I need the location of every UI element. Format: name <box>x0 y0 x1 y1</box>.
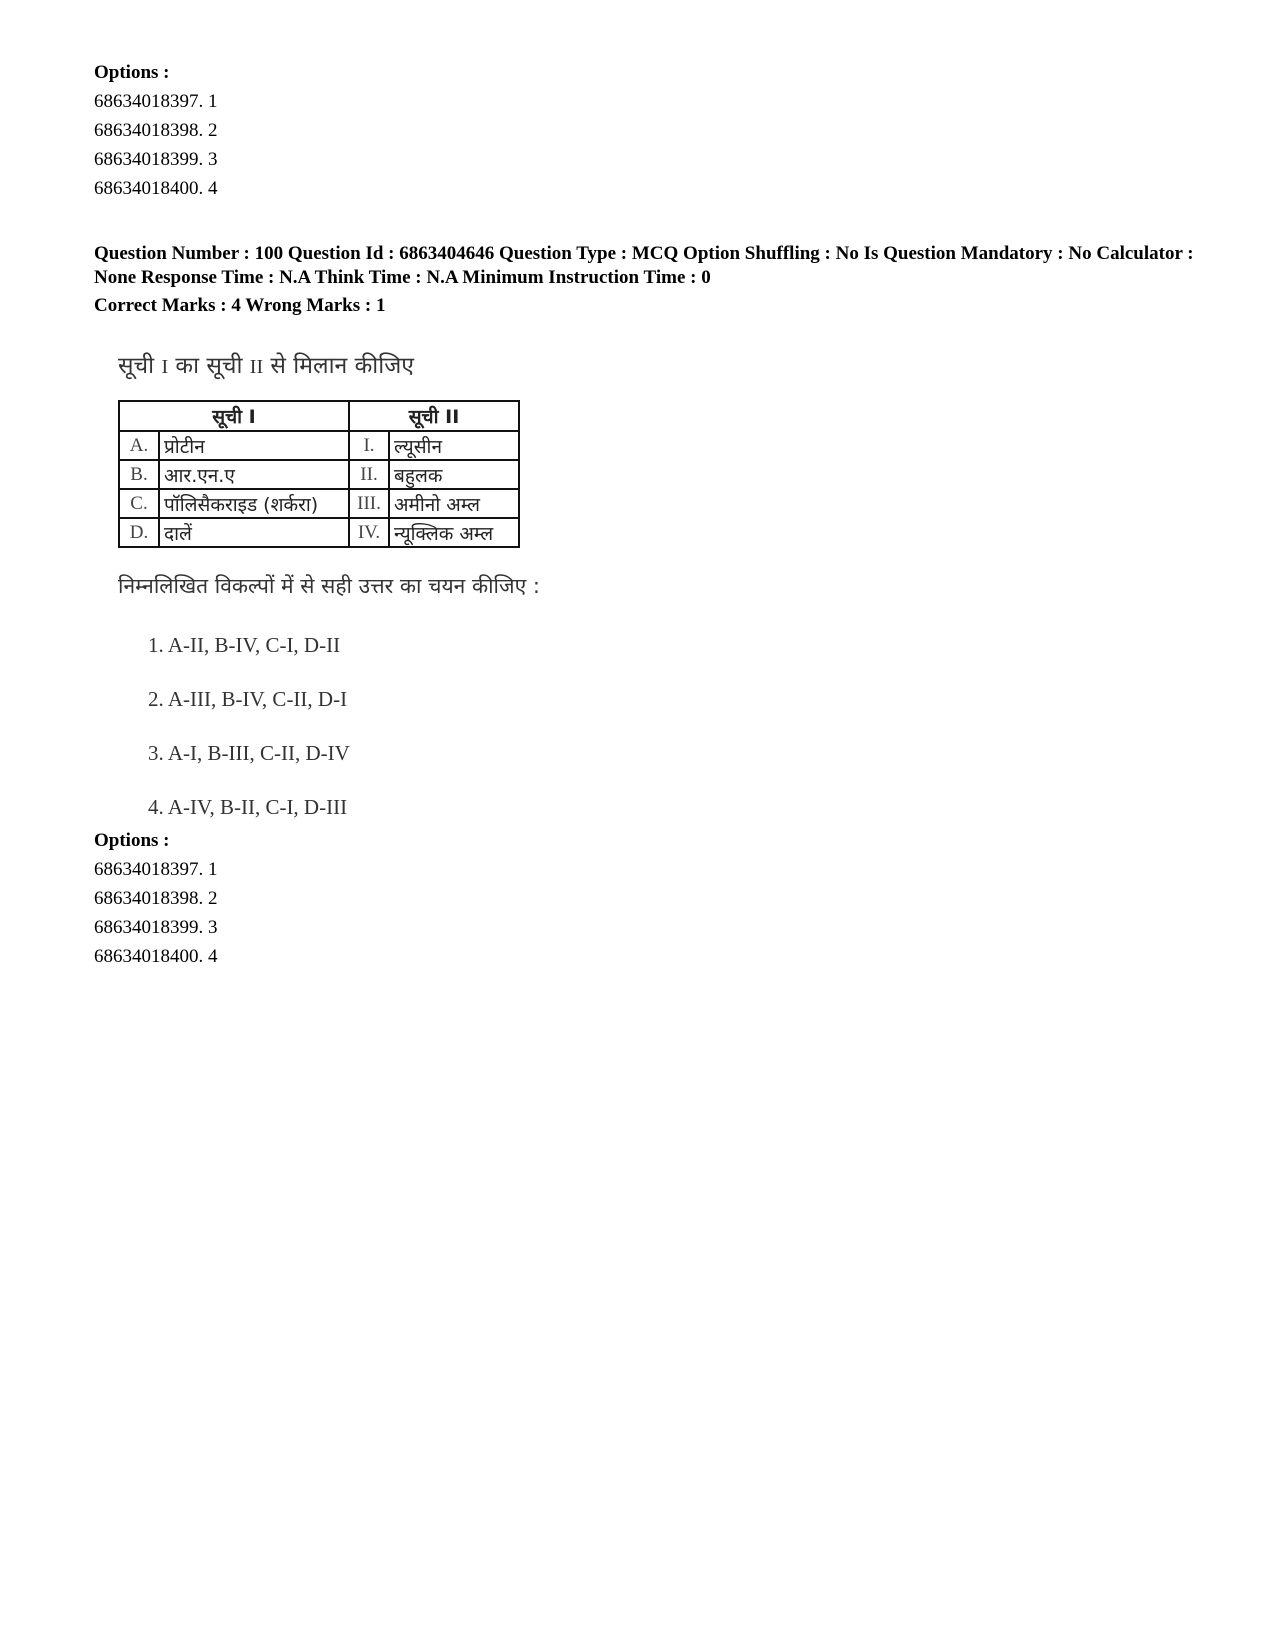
row-label: III. <box>349 489 389 518</box>
row-label: I. <box>349 431 389 460</box>
question-instruction: निम्नलिखित विकल्पों में से सही उत्तर का चयन कीजिए : <box>118 574 540 598</box>
question-marks: Correct Marks : 4 Wrong Marks : 1 <box>94 295 386 316</box>
question-title <box>118 348 540 380</box>
table-header-row <box>119 401 519 431</box>
row-label: C. <box>119 489 159 518</box>
list-1-header: सूची I <box>119 401 349 431</box>
list-2-item: बहुलक <box>389 460 519 489</box>
choice-item: 3. A-I, B-III, C-II, D-IV <box>148 741 350 765</box>
option-line: 68634018400. 4 <box>94 946 218 967</box>
table-row <box>119 518 519 547</box>
row-label: B. <box>119 460 159 489</box>
title-roman: II <box>249 356 264 378</box>
options-title: Options : <box>94 830 170 851</box>
list-1-item: प्रोटीन <box>159 431 349 460</box>
list-2-item: न्यूक्लिक अम्ल <box>389 518 519 547</box>
row-label: II. <box>349 460 389 489</box>
top-options <box>94 58 218 203</box>
question-meta: Question Number : 100 Question Id : 6863404646 Question Type : MCQ Option Shuffling : No Is Question Mandatory : No Calculator : None Response Time : N.A Think Time : N.A Minimum Instruction Time : 0 <box>94 243 1194 288</box>
option-line: 68634018397. 1 <box>94 91 218 112</box>
title-roman: I <box>161 356 169 378</box>
list-1-item: पॉलिसैकराइड (शर्करा) <box>159 489 349 518</box>
table-row <box>119 431 519 460</box>
list-1-item: आर.एन.ए <box>159 460 349 489</box>
option-line: 68634018400. 4 <box>94 178 218 199</box>
row-label: IV. <box>349 518 389 547</box>
table-row <box>119 460 519 489</box>
row-label: A. <box>119 431 159 460</box>
list-2-item: ल्यूसीन <box>389 431 519 460</box>
list-2-item: अमीनो अम्ल <box>389 489 519 518</box>
list-2-header: सूची II <box>349 401 519 431</box>
bottom-options <box>94 826 218 971</box>
option-line: 68634018397. 1 <box>94 859 218 880</box>
choice-item: 1. A-II, B-IV, C-I, D-II <box>148 633 341 657</box>
choice-item: 4. A-IV, B-II, C-I, D-III <box>148 795 348 819</box>
answer-choices <box>148 618 540 834</box>
title-text: से मिलान कीजिए <box>270 353 414 379</box>
title-text: सूची <box>118 353 155 379</box>
table-row <box>119 489 519 518</box>
match-table <box>118 400 520 548</box>
title-text: का सूची <box>175 353 243 379</box>
options-title: Options : <box>94 62 170 83</box>
option-line: 68634018398. 2 <box>94 888 218 909</box>
list-1-item: दालें <box>159 518 349 547</box>
option-line: 68634018398. 2 <box>94 120 218 141</box>
option-line: 68634018399. 3 <box>94 917 218 938</box>
choice-item: 2. A-III, B-IV, C-II, D-I <box>148 687 348 711</box>
option-line: 68634018399. 3 <box>94 149 218 170</box>
row-label: D. <box>119 518 159 547</box>
question-content <box>118 348 540 834</box>
